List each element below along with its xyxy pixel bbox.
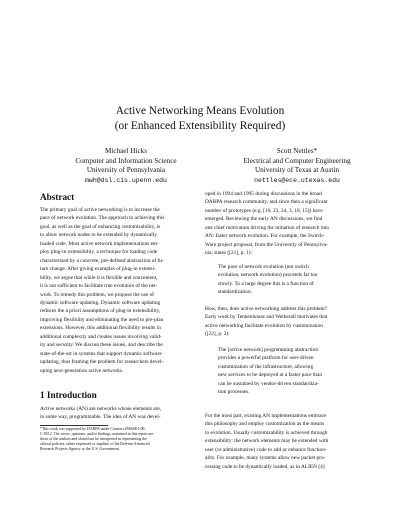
body-line: DARPA research community, and since then a significant (205, 199, 328, 206)
body-line: oped in 1994 and 1995 during discussions in the broad (205, 191, 322, 197)
author-affiliation-univ: University of Pennsylvania (86, 166, 166, 175)
author-block-left (46, 147, 206, 185)
abstract-line: updating, thus framing the problem for researchers devel- (40, 359, 164, 366)
quote-line: The pace of network evolution (not switch (218, 264, 309, 270)
right-column-para-1 (205, 190, 365, 258)
intro-line: Active networks (AN) are networks whose elements are, (40, 406, 162, 412)
author-email: mwh@dsl.cis.upenn.edu (85, 176, 167, 184)
quote-line: The [active network] programming abstraction (218, 347, 319, 353)
paper-title-line-2: (or Enhanced Extensibility Required) (114, 120, 286, 132)
body-line: extensibility: the network elements may be extended with (205, 438, 329, 445)
introduction-heading: 1 Introduction (40, 390, 97, 400)
abstract-line: pace of network evolution. The approach to achieving this (40, 215, 165, 222)
quote-line: new services to be deployed at a faster pace than (218, 372, 323, 379)
right-column-para-3 (205, 412, 365, 471)
footnote-line: *This work was supported by DARPA under Contract #N66001-06- (40, 427, 146, 431)
abstract-line: ity and security. We discuss these issues, and describe the (40, 342, 163, 349)
abstract-line: goal, as well as the goal of enhancing customizability, is (40, 223, 161, 230)
abstract-line: The primary goal of active networking is to increase the (40, 207, 160, 213)
footnote-line: C-8512. The views, opinions, and/or findings contained in this report are (40, 432, 154, 437)
body-line: ([22], p. 2): (205, 331, 230, 338)
abstract-line: to allow network nodes to be extended by dynamically (40, 232, 157, 239)
abstract-line: state-of-the-art in systems that support dynamic software (40, 350, 162, 357)
body-line: Early work by Tennenhouse and Wetherall motivates that (205, 314, 328, 321)
quote-line: slowly. To a large degree this is a function of (218, 280, 314, 287)
author-affiliation-dept: Electrical and Computer Engineering (243, 156, 351, 165)
abstract-heading: Abstract (40, 192, 75, 202)
abstract-line: ture change. After giving examples of plug-in extensi- (40, 266, 156, 273)
body-line: Ware project proposal, from the University of Pennsylva- (205, 241, 328, 248)
body-line: this philosophy and employ customization as the means (205, 421, 325, 428)
author-name: Scott Nettles* (276, 147, 318, 155)
footnote-line: Research Projects Agency or the U.S. Government. (40, 447, 120, 452)
quote-line: can be sustained by vendor-driven standardiza- (218, 380, 319, 387)
quote-line: standardization. (218, 289, 252, 296)
author-name: Michael Hicks (104, 147, 148, 155)
paper-title-line-1: Active Networking Means Evolution (115, 105, 285, 117)
body-line: active networking facilitate evolution by customization (205, 322, 323, 329)
footnote-line: official policies, either expressed or implied, of the Defense Advanced (40, 442, 150, 447)
introduction-body (40, 405, 197, 422)
block-quote-2 (218, 346, 358, 397)
abstract-line: oping next-generation active networks. (40, 367, 124, 374)
abstract-line: bility, we argue that while it is flexible and convenient, (40, 274, 158, 281)
body-line: ality. For example, many systems allow new packet pro- (205, 455, 326, 462)
quote-line: provides a powerful platform for user-driven (218, 355, 314, 362)
author-affiliation-univ: University of Texas at Austin (254, 166, 339, 175)
body-line: How, then, does active networking address this problem? (205, 306, 328, 312)
right-column-para-2 (205, 305, 365, 339)
abstract-line: extensions. However, this additional flexibility results in (40, 325, 161, 332)
quote-line: tion processes. (218, 389, 250, 396)
abstract-line: characterized by a concrete, pre-defined abstraction of fu- (40, 257, 164, 264)
abstract-line: reduces the a priori assumptions of plug-in extensibility, (40, 308, 161, 315)
block-quote-1 (218, 263, 358, 297)
body-line: cessing code to be dynamically loaded, as in ALIEN [4] (205, 463, 325, 470)
abstract-line: it is not sufficient to facilitate true evolution of the net- (40, 283, 158, 290)
author-email: nettles@ece.utexas.edu (254, 176, 340, 184)
abstract-line: ploy plug-in extensibility, a technique for loading code (40, 249, 158, 256)
body-line: For the most part, existing AN implementations embrace (205, 413, 327, 419)
quote-line: evolution, network evolution) proceeds far too (218, 272, 318, 279)
footnote-line: those of the authors and should not be interpreted as representing the (40, 437, 148, 442)
body-line: number of prototypes (e.g. [10, 23, 24, 3, 18, 15]) have (205, 207, 323, 214)
body-line: nia, states ([21], p. 1): (205, 250, 253, 257)
abstract-body (40, 206, 197, 375)
body-line: user (or administrative) code to add or enhance function- (205, 446, 327, 453)
intro-line: in some way, programmable. The idea of AN was devel- (40, 414, 161, 421)
body-line: one chief motivation driving the initiation of research into (205, 224, 330, 231)
footnote (40, 427, 197, 452)
abstract-line: dynamic software updating. Dynamic software updating (40, 299, 161, 306)
author-block-right (222, 147, 372, 185)
body-line: emerged. Reviewing the early AN discussions, we find (205, 216, 323, 223)
abstract-line: improving flexibility and eliminating the need to pre-plan (40, 316, 164, 323)
footnote-rule (40, 425, 108, 426)
abstract-line: loaded code. Most active network implementations em- (40, 240, 159, 247)
author-affiliation-dept: Computer and Information Science (75, 156, 177, 165)
abstract-line: work. To remedy this problem, we propose the use of (40, 291, 154, 298)
body-line: to evolution. Usually customizability is achieved through (205, 429, 328, 436)
quote-line: customization of the infrastructure, allowing (218, 363, 314, 370)
body-line: AN: faster network evolution. For example, the Switch- (205, 233, 325, 240)
abstract-line: additional complexity and creates issues involving valid- (40, 333, 162, 340)
